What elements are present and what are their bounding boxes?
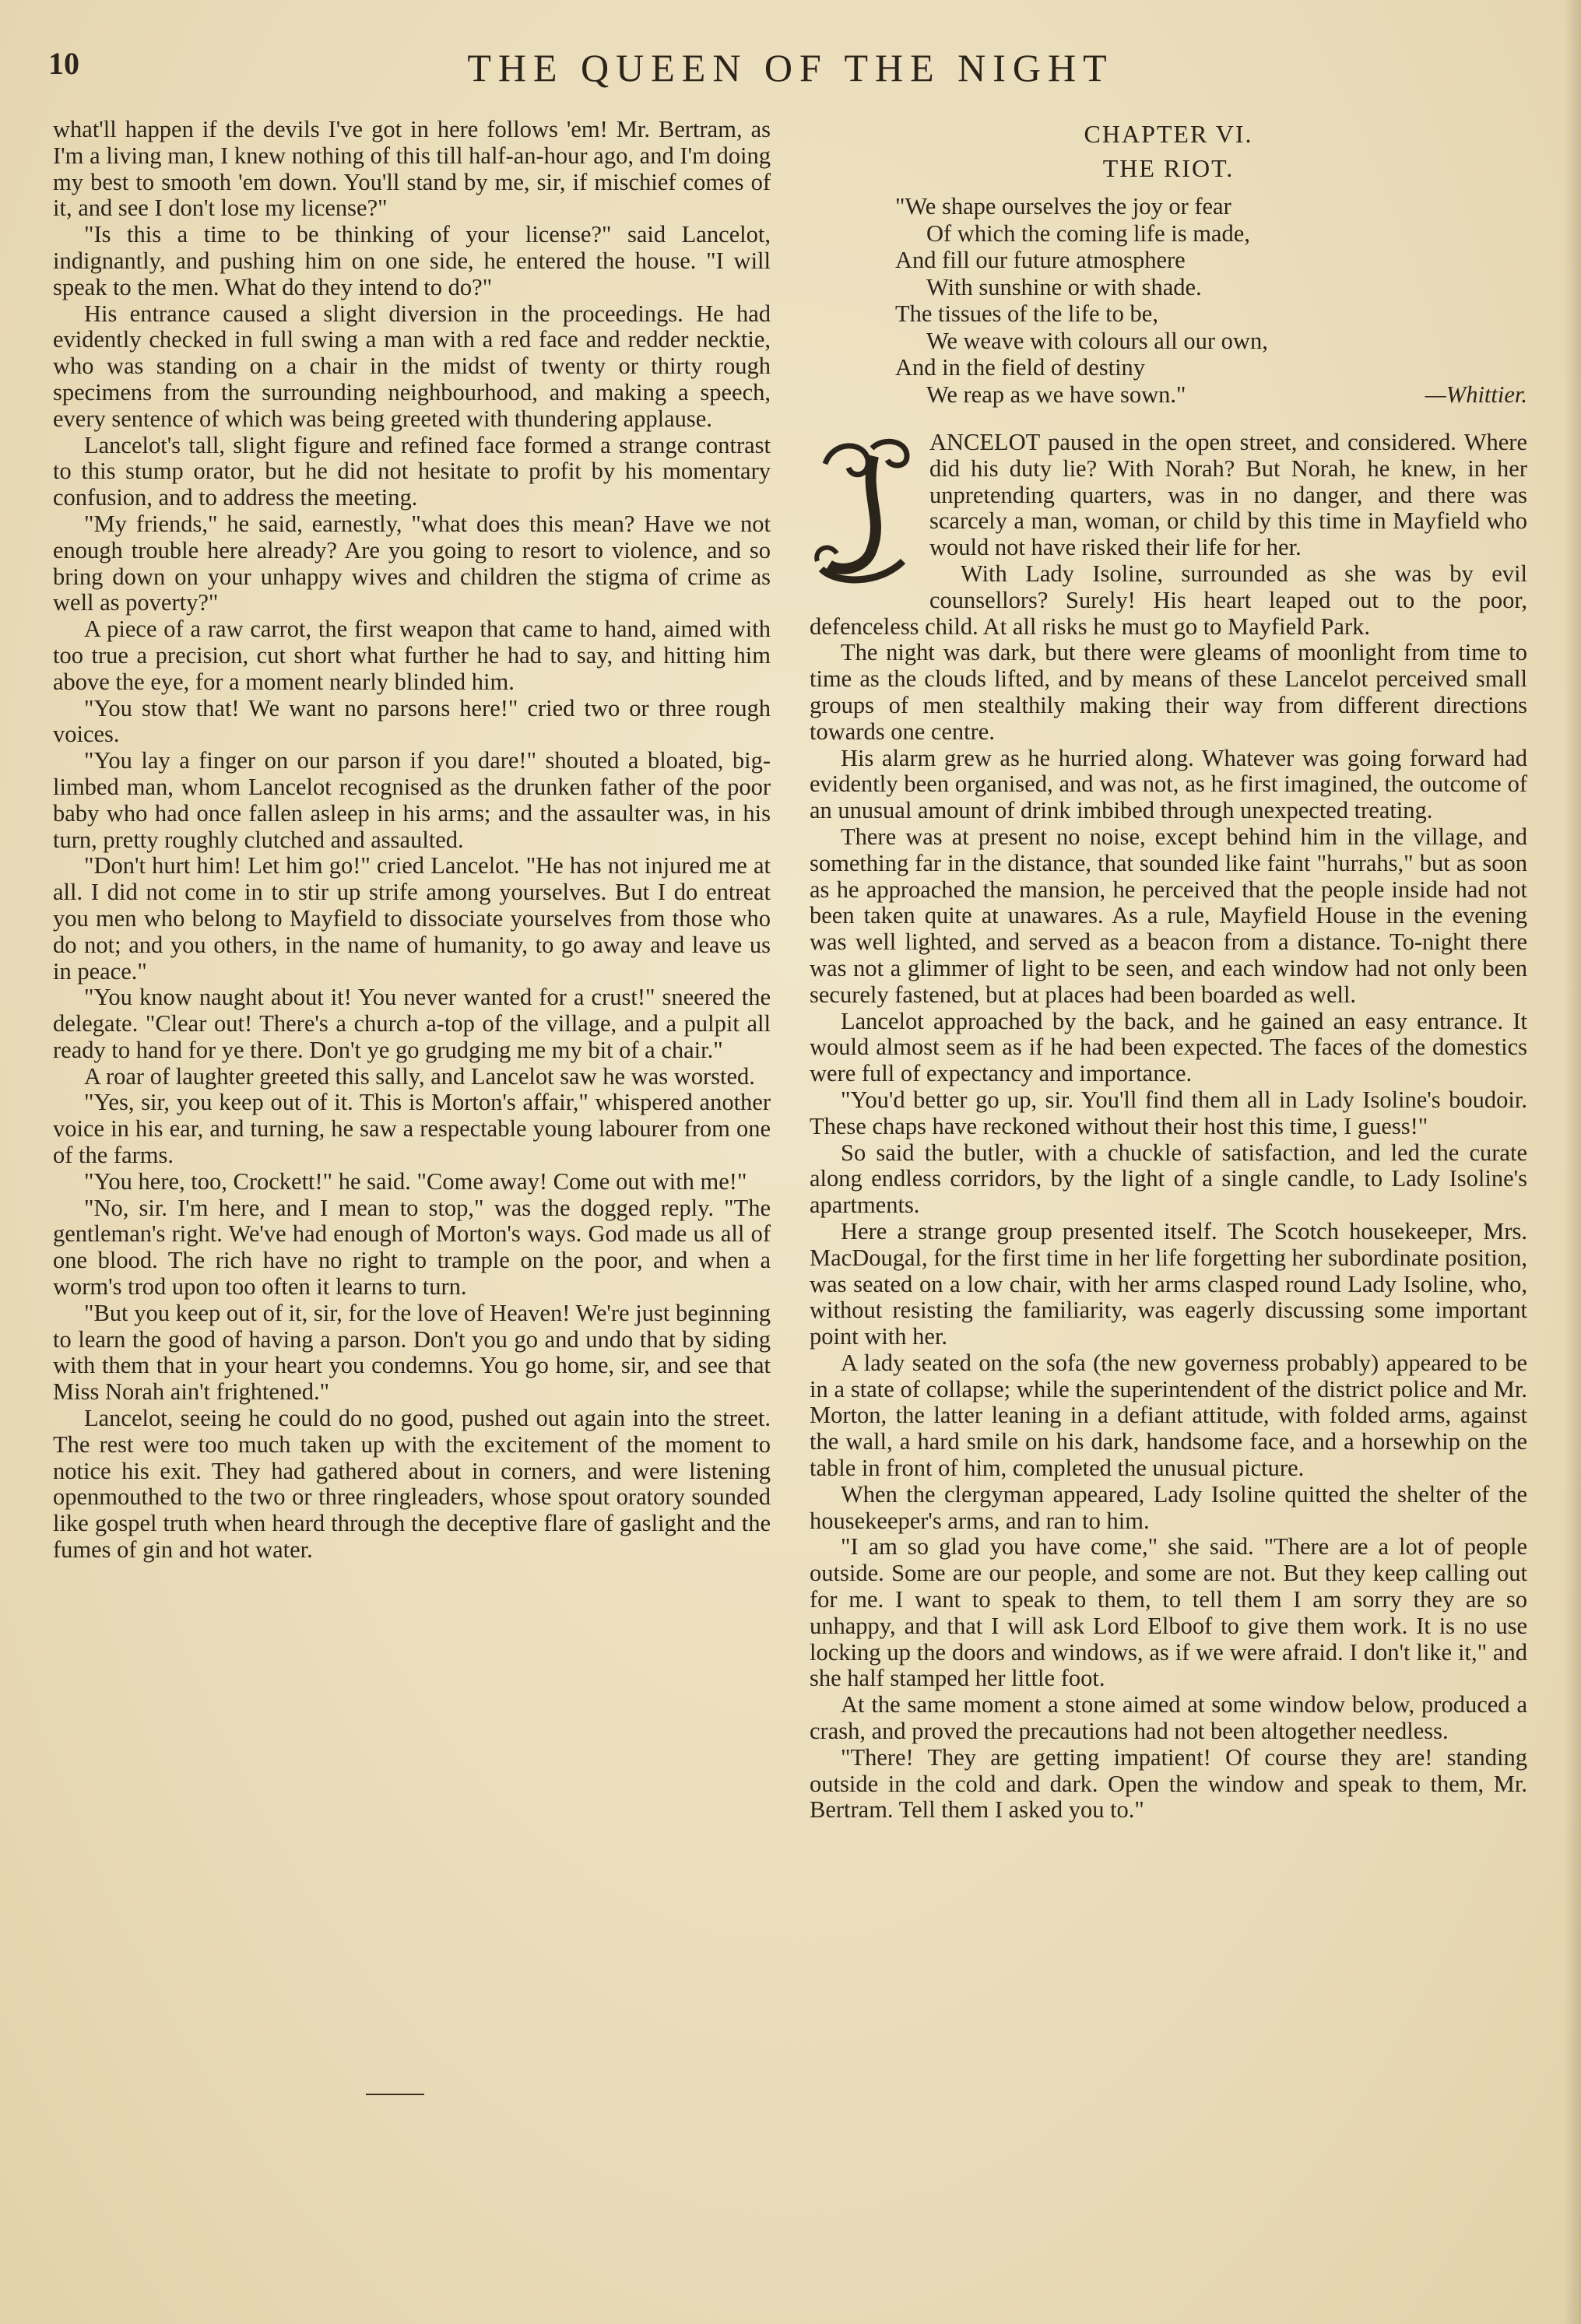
poem-line: And in the field of destiny <box>895 354 1146 381</box>
paragraph: "No, sir. I'm here, and I mean to stop," was the dogged reply. "The gentleman's right. We've had enough of Morton's ways. God made us all of one blood. The rich have no right to trample on the poor, and when a worm's trod upon too often it learns to turn. <box>53 1194 771 1301</box>
left-column <box>53 117 771 1564</box>
poem-line-last <box>895 381 1527 409</box>
page-edge-shadow <box>1564 0 1581 2324</box>
paragraph: At the same moment a stone aimed at some window below, produced a crash, and proved the precautions had not been altogether needless. <box>810 1691 1527 1745</box>
paragraph: "My friends," he said, earnestly, "what does this mean? Have we not enough trouble here already? Are you going to resort to violence, and so bring down on your unhappy wives and children the stigma of crime as well as poverty?" <box>53 510 771 616</box>
end-rule-divider <box>366 2094 424 2095</box>
paragraph: The night was dark, but there were gleams of moonlight from time to time as the clouds lifted, and by means of these Lancelot perceived small groups of men stealthily making their way from different directions towards one centre. <box>810 639 1527 745</box>
paragraph: Lancelot approached by the back, and he gained an easy entrance. It would almost seem as if he had been expected. The faces of the domestics were full of expectancy and importance. <box>810 1007 1527 1087</box>
paragraph: Lancelot, seeing he could do no good, pushed out again into the street. The rest were too much taken up with the excitement of the moment to notice his exit. They had gathered about in corners, and were listening openmouthed to the two or three ringleaders, whose spout oratory sounded like gospel truth when heard through the deceptive flare of gaslight and the fumes of gin and hot water. <box>53 1405 771 1564</box>
paragraph: A piece of a raw carrot, the first weapon that came to hand, aimed with too true a precision, cut short what further he had to say, and hitting him above the eye, for a moment nearly blinded him. <box>53 616 771 695</box>
paragraph: "Don't hurt him! Let him go!" cried Lancelot. "He has not injured me at all. I did not come in to stir up strife among yourselves. But I do entreat you men who belong to Mayfield to dissociate yourselves from those who do not; and you others, in the name of humanity, to go away and leave us in peace." <box>53 852 771 985</box>
paragraph: "You'd better go up, sir. You'll find them all in Lady Isoline's boudoir. These chaps have reckoned without their host this time, I guess!" <box>810 1086 1527 1139</box>
paragraph: "You stow that! We want no parsons here!" cried two or three rough voices. <box>53 694 771 748</box>
paragraph: "You know naught about it! You never wanted for a crust!" sneered the delegate. "Clear out! There's a church a-top of the village, and a pulpit all ready to hand for ye there. Don't ye go grudging me my bit of a chair." <box>53 984 771 1063</box>
poem-line: The tissues of the life to be, <box>895 300 1158 327</box>
chapter-title: THE RIOT. <box>1102 154 1235 182</box>
chapter-number: CHAPTER VI. <box>1084 120 1253 148</box>
paragraph: A lady seated on the sofa (the new governess probably) appeared to be in a state of collapse; while the superintendent of the district police and Mr. Morton, the latter leaning in a defiant attitude, with folded arms, against the wall, a hard smile on his dark, handsome face, and a horsewhip on the table in front of him, completed the unusual picture. <box>810 1349 1527 1482</box>
paragraph: Lancelot's tall, slight figure and refined face formed a strange contrast to this stump orator, but he did not hesitate to profit by his momentary confusion, and to address the meeting. <box>53 431 771 511</box>
paragraph: His entrance caused a slight diversion in the proceedings. He had evidently checked in full swing a man with a red face and redder necktie, who was standing on a chair in the midst of twenty or thirty rough specimens from the surrounding neighbourhood, and making a speech, every sentence of which was being greeted with thundering applause. <box>53 300 771 432</box>
paragraph: "Yes, sir, you keep out of it. This is Morton's affair," whispered another voice in his ear, and turning, he saw a respectable young labourer from one of the farms. <box>53 1089 771 1169</box>
paragraph: "I am so glad you have come," she said. "There are a lot of people outside. Some are our people, and some are not. But they keep calling out for me. I want to speak to them, to tell them I am sorry they are so unhappy, and that I will ask Lord Elboof to give them work. It is no use locking up the doors and windows, as if we were afraid. I don't like it," and she half stamped her little foot. <box>810 1533 1527 1692</box>
paragraph: With Lady Isoline, surrounded as she was by evil counsellors? Surely! His heart leaped out to the poor, defenceless child. At all risks he must go to Mayfield Park. <box>810 560 1527 640</box>
poem-line: And fill our future atmosphere <box>895 247 1186 273</box>
paragraph: So said the butler, with a chuckle of satisfaction, and led the curate along endless corridors, by the light of a single candle, to Lady Isoline's apartments. <box>810 1139 1527 1219</box>
ornamental-dropcap-l-icon <box>810 433 919 588</box>
paragraph: His alarm grew as he hurried along. Whatever was going forward had evidently been organised, and was not, as he first imagined, the outcome of an unusual amount of drink imbibed through unexpected treating. <box>810 744 1527 824</box>
paragraph: "But you keep out of it, sir, for the love of Heaven! We're just beginning to learn the good of having a parson. Don't you go and undo that by siding with them that in your heart you condemns. You go home, sir, and see that Miss Norah ain't frightened." <box>53 1299 771 1406</box>
poem-line: Of which the coming life is made, <box>926 219 1250 247</box>
paragraph: Here a strange group presented itself. The Scotch housekeeper, Mrs. MacDougal, for the first time in her life forgetting her subordinate position, was seated on a low chair, with her arms clasped round Lady Isoline, who, without resisting the familiarity, was eagerly discussing some important point with her. <box>810 1217 1527 1350</box>
poem-line: We reap as we have sown." <box>926 381 1186 408</box>
paragraph: There was at present no noise, except behind him in the village, and something far in the distance, that sounded like faint "hurrahs," but as soon as he approached the mansion, he perceived that the people inside had not been taken quite at unawares. As a rule, Mayfield House in the evening was well lighted, and served as a beacon from a distance. To-night there was not a glimmer of light to be seen, and each window had not only been securely fastened, but at places had been boarded as well. <box>810 823 1527 1008</box>
dropcap-remainder: ANCELOT paused in the open street, and considered. Where did his duty lie? With Norah? But Norah, he knew, in her unpretending quarters, was in no danger, and there was scarcely a man, woman, or child by this time in Mayfield who would not have risked their life for her. <box>929 429 1527 561</box>
paragraph: what'll happen if the devils I've got in here follows 'em! Mr. Bertram, as I'm a living man, I knew nothing of this till half-an-hour ago, and I'm doing my best to smooth 'em down. You'll stand by me, sir, if mischief comes of it, and see I don't lose my license?" <box>53 116 771 222</box>
paragraph: A roar of laughter greeted this sally, and Lancelot saw he was worsted. <box>84 1062 755 1090</box>
chapter-opening <box>810 430 1527 561</box>
paragraph: When the clergyman appeared, Lady Isoline quitted the shelter of the housekeeper's arms, and ran to him. <box>810 1480 1527 1534</box>
epigraph-attribution: —Whittier. <box>1425 381 1527 408</box>
running-head: THE QUEEN OF THE NIGHT <box>467 46 1114 90</box>
poem-line: We weave with colours all our own, <box>926 327 1268 354</box>
paragraph: "Is this a time to be thinking of your license?" said Lancelot, indignantly, and pushing him on one side, he entered the house. "I will speak to the men. What do they intend to do?" <box>53 221 771 300</box>
page-number: 10 <box>48 46 79 81</box>
epigraph-poem <box>895 193 1527 408</box>
poem-line: With sunshine or with shade. <box>926 273 1202 300</box>
right-column <box>810 117 1527 1824</box>
poem-line: "We shape ourselves the joy or fear <box>895 193 1231 219</box>
paragraph: "There! They are getting impatient! Of course they are! standing outside in the cold and dark. Open the window and speak to them, Mr. Bertram. Tell them I asked you to." <box>810 1743 1527 1824</box>
paragraph: "You lay a finger on our parson if you dare!" shouted a bloated, big-limbed man, whom Lancelot recognised as the drunken father of the poor baby who had once fallen asleep in his arms; and the assaulter was, in his turn, pretty roughly clutched and assaulted. <box>53 747 771 853</box>
paragraph: "You here, too, Crockett!" he said. "Come away! Come out with me!" <box>84 1167 747 1195</box>
